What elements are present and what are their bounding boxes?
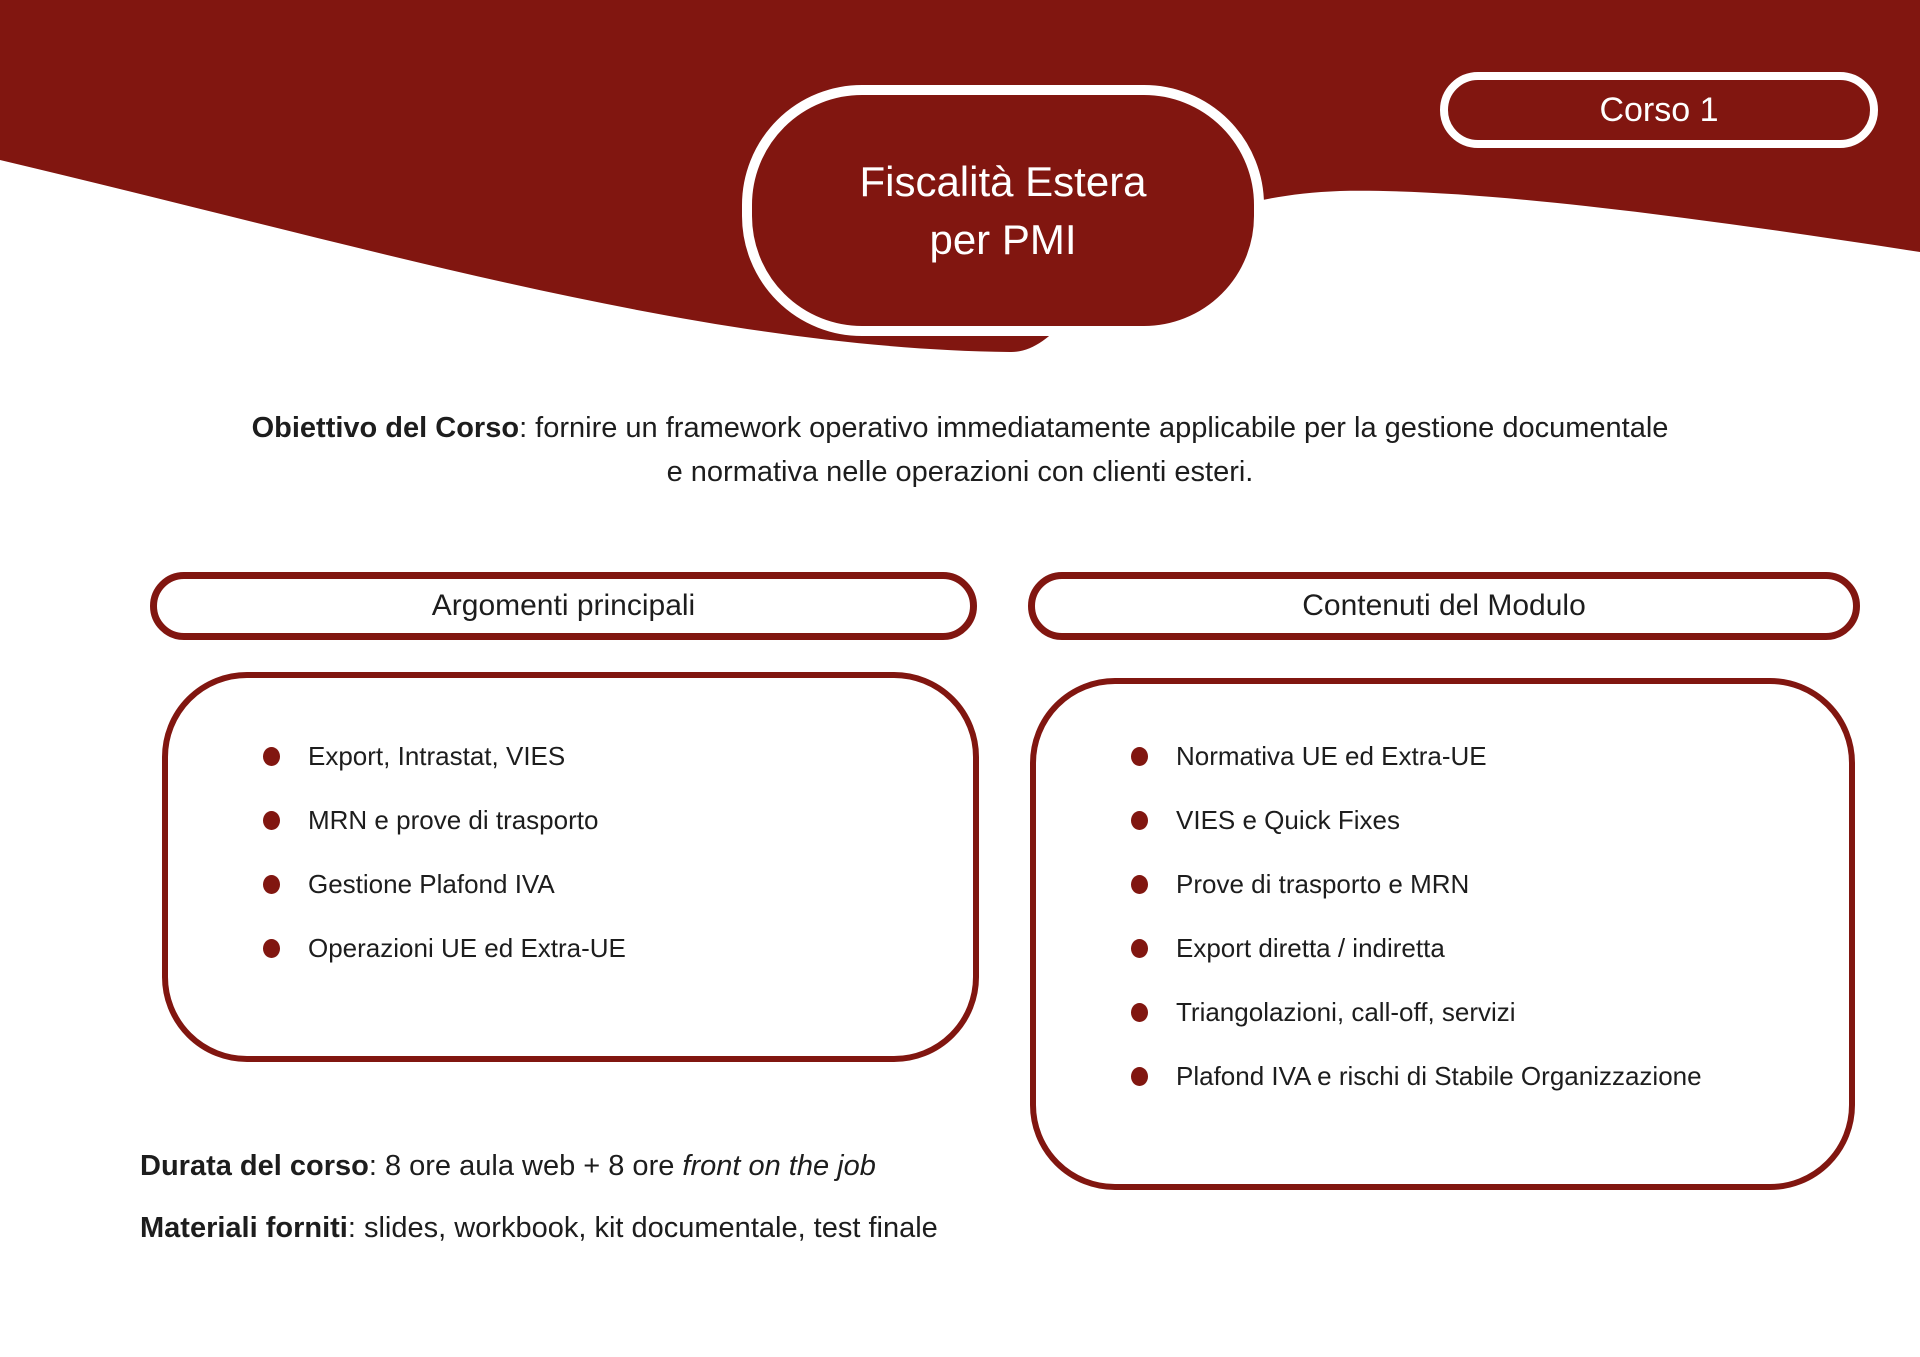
materials-text: : slides, workbook, kit documentale, test finale bbox=[347, 1212, 938, 1244]
right-section-header-label: Contenuti del Modulo bbox=[1302, 589, 1586, 622]
list-item-label: Export diretta / indiretta bbox=[1176, 932, 1445, 963]
bullet-dot-icon bbox=[1131, 747, 1148, 766]
list-item bbox=[1131, 916, 1819, 980]
bullet-dot-icon bbox=[263, 939, 280, 958]
duration-text: : 8 ore aula web + 8 ore bbox=[368, 1150, 683, 1182]
course-materials-line bbox=[140, 1210, 938, 1246]
list-item bbox=[263, 852, 943, 916]
materials-label: Materiali forniti bbox=[140, 1212, 348, 1244]
list-item-label: Prove di trasporto e MRN bbox=[1176, 868, 1470, 899]
duration-label: Durata del corso bbox=[140, 1150, 369, 1182]
list-item bbox=[1131, 980, 1819, 1044]
list-item-label: Export, Intrastat, VIES bbox=[308, 740, 566, 771]
course-title-line1: Fiscalità Estera bbox=[859, 157, 1147, 205]
duration-italic-text: front on the job bbox=[682, 1150, 876, 1182]
bullet-dot-icon bbox=[263, 747, 280, 766]
list-item bbox=[263, 724, 943, 788]
bullet-dot-icon bbox=[1131, 939, 1148, 958]
list-item-label: Triangolazioni, call-off, servizi bbox=[1176, 996, 1516, 1027]
list-item bbox=[1131, 1044, 1819, 1108]
course-number-badge bbox=[1440, 72, 1878, 148]
list-item-label: Normativa UE ed Extra-UE bbox=[1176, 740, 1487, 771]
main-topics-box bbox=[162, 672, 979, 1062]
module-contents-box bbox=[1030, 678, 1855, 1190]
bullet-dot-icon bbox=[1131, 1003, 1148, 1022]
objective-paragraph bbox=[0, 406, 1920, 494]
list-item bbox=[263, 788, 943, 852]
objective-label: Obiettivo del Corso bbox=[251, 412, 520, 444]
main-topics-list bbox=[168, 678, 973, 980]
bullet-dot-icon bbox=[263, 811, 280, 830]
list-item-label: Operazioni UE ed Extra-UE bbox=[308, 932, 626, 963]
bullet-dot-icon bbox=[1131, 875, 1148, 894]
right-section-header-pill bbox=[1028, 572, 1860, 640]
bullet-dot-icon bbox=[1131, 811, 1148, 830]
module-contents-list bbox=[1036, 684, 1849, 1108]
list-item-label: VIES e Quick Fixes bbox=[1176, 804, 1400, 835]
bullet-dot-icon bbox=[1131, 1067, 1148, 1086]
left-section-header-pill bbox=[150, 572, 977, 640]
left-section-header-label: Argomenti principali bbox=[431, 589, 696, 622]
list-item bbox=[1131, 788, 1819, 852]
course-number-label: Corso 1 bbox=[1599, 90, 1719, 129]
list-item bbox=[1131, 724, 1819, 788]
objective-text: : fornire un framework operativo immediatamente applicabile per la gestione documentale e normativa nelle operazioni con clienti esteri. bbox=[519, 412, 1669, 488]
bullet-dot-icon bbox=[263, 875, 280, 894]
list-item bbox=[263, 916, 943, 980]
course-title-pill bbox=[742, 85, 1264, 336]
list-item bbox=[1131, 852, 1819, 916]
list-item-label: Plafond IVA e rischi di Stabile Organizzazione bbox=[1176, 1060, 1702, 1091]
list-item-label: Gestione Plafond IVA bbox=[308, 868, 555, 899]
course-title-line2: per PMI bbox=[929, 215, 1077, 263]
list-item-label: MRN e prove di trasporto bbox=[308, 804, 599, 835]
course-duration-line bbox=[140, 1148, 876, 1184]
